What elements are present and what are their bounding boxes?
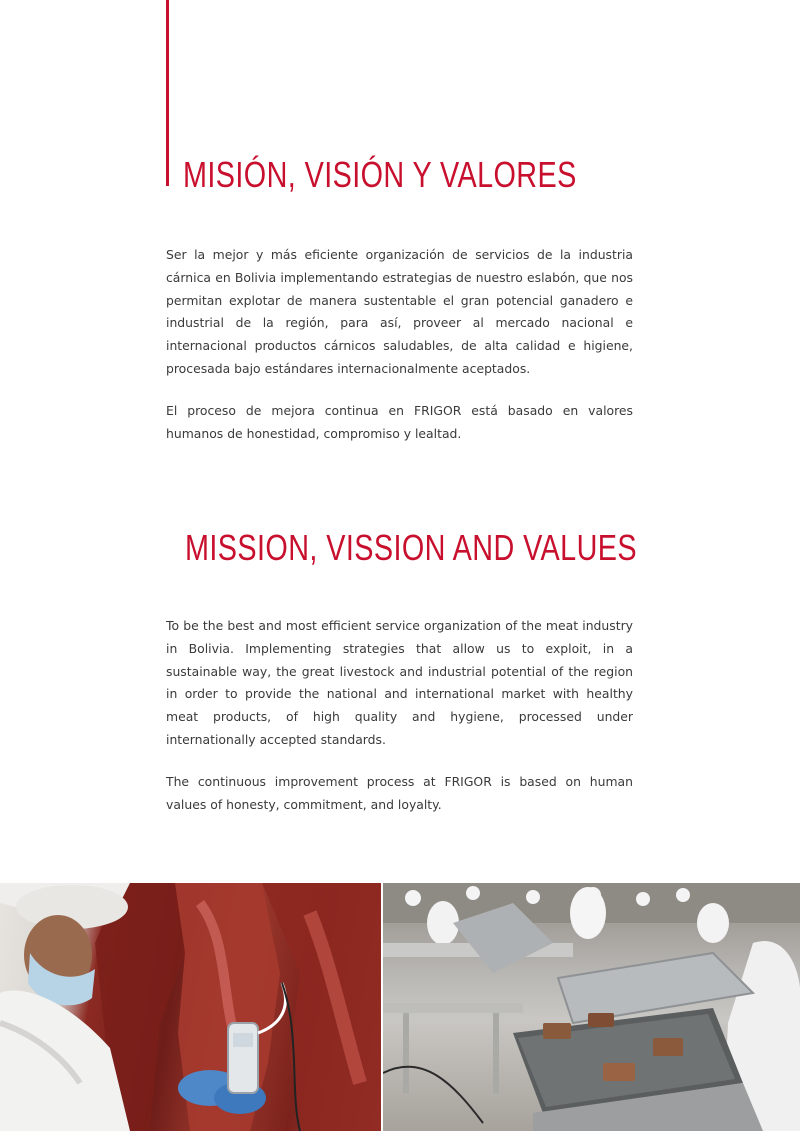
packaging-plant-illustration xyxy=(383,883,800,1131)
worker-inspecting-meat-illustration xyxy=(0,883,381,1131)
packaging-plant-photo xyxy=(383,883,800,1131)
photo-strip xyxy=(0,883,800,1131)
worker-inspecting-meat-photo xyxy=(0,883,381,1131)
heading-spanish: MISIÓN, VISIÓN Y VALORES xyxy=(183,154,577,195)
paragraph-mission-english: To be the best and most efficient service organization of the meat industry in Bolivia. Implementing strategies that allow us to exploit, in a sustainable way, the great livestock and industrial potential of the region in order to provide the national and international market with healthy meat products, of high quality and hygiene, processed under internationally accepted standards. xyxy=(166,618,633,747)
heading-english: MISSION, VISSION AND VALUES xyxy=(185,527,637,568)
accent-vertical-line xyxy=(166,0,169,186)
paragraph-values-english: The continuous improvement process at FRIGOR is based on human values of honesty, commitment, and loyalty. xyxy=(166,774,633,812)
paragraph-mission-spanish: Ser la mejor y más eficiente organización de servicios de la industria cárnica en Bolivia implementando estrategias de nuestro eslabón, que nos permitan explotar de manera sustentable el gran potencial ganadero e industrial de la región, para así, proveer al mercado nacional e internacional productos cárnicos saludables, de alta calidad e higiene, procesada bajo estándares internacionalmente aceptados. xyxy=(166,247,633,376)
paragraph-values-spanish: El proceso de mejora continua en FRIGOR está basado en valores humanos de honestidad, compromiso y lealtad. xyxy=(166,403,633,441)
